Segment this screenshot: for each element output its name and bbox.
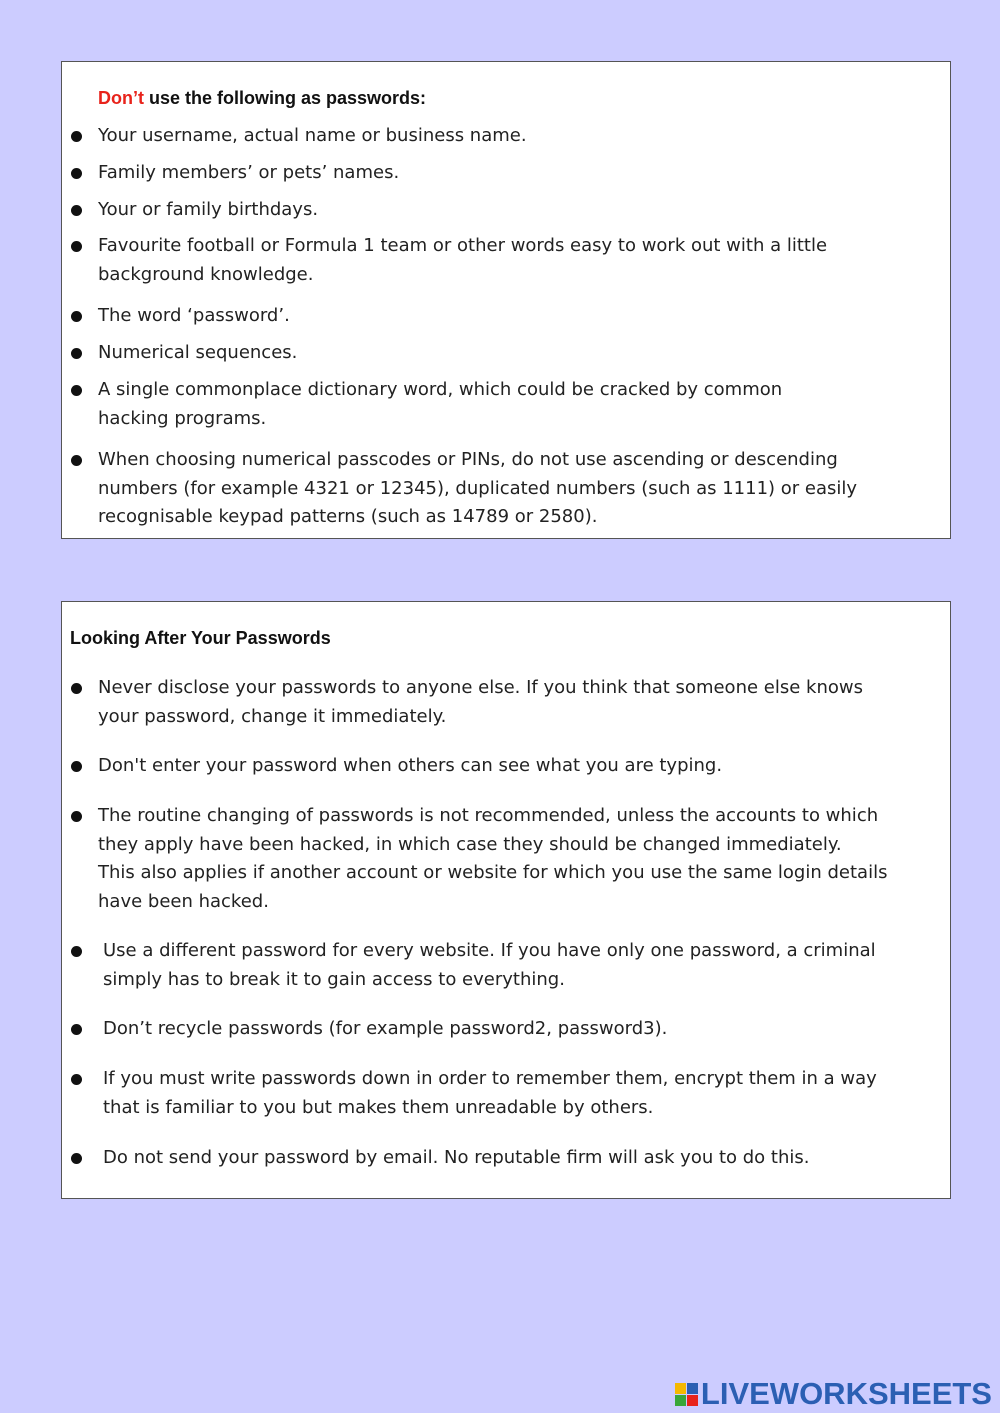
list-item: Use a different password for every website. If you have only one password, a criminal simply has to break it to gain access to everything. [103, 937, 942, 994]
bullet-icon [71, 168, 82, 179]
bullet-icon [71, 1153, 82, 1164]
bullet-icon [71, 1074, 82, 1085]
bullet-icon [71, 455, 82, 466]
bullet-icon [71, 131, 82, 142]
logo-text: LIVEWORKSHEETS [700, 1376, 992, 1411]
looking-after-heading: Looking After Your Passwords [70, 628, 331, 648]
bullet-icon [71, 1024, 82, 1035]
bullet-icon [71, 683, 82, 694]
dont-use-passwords-box [61, 61, 951, 539]
liveworksheets-logo[interactable] [675, 1376, 992, 1412]
list-item: When choosing numerical passcodes or PINs, do not use ascending or descending numbers (for example 4321 or 12345), duplicated numbers (such as 1111) or easily recognisable keypad patterns (such as 14789 or 2580). [98, 446, 942, 532]
bullet-icon [71, 348, 82, 359]
bullet-icon [71, 311, 82, 322]
list-item: The routine changing of passwords is not recommended, unless the accounts to which they apply have been hacked, in which case they should be changed immediately. This also applies if another account or website for which you use the same login details have been hacked. [98, 802, 942, 916]
list-item: Never disclose your passwords to anyone else. If you think that someone else knows your password, change it immediately. [98, 674, 942, 731]
list-item: Your username, actual name or business name. [98, 122, 942, 151]
list-item: Your or family birthdays. [98, 196, 942, 225]
bullet-icon [71, 241, 82, 252]
bullet-icon [71, 946, 82, 957]
bullet-icon [71, 761, 82, 772]
dont-heading-rest: use the following as passwords: [143, 88, 427, 108]
list-item: If you must write passwords down in order to remember them, encrypt them in a way that is familiar to you but makes them unreadable by others. [103, 1065, 942, 1122]
list-item: Numerical sequences. [98, 339, 942, 368]
bullet-icon [71, 205, 82, 216]
bullet-icon [71, 385, 82, 396]
list-item: Family members’ or pets’ names. [98, 159, 942, 188]
list-item: A single commonplace dictionary word, which could be cracked by common hacking programs. [98, 376, 942, 433]
looking-after-passwords-box [61, 601, 951, 1199]
list-item: Don't enter your password when others can see what you are typing. [98, 752, 942, 781]
dont-use-heading [98, 88, 426, 109]
liveworksheets-logo-icon [675, 1383, 698, 1406]
list-item: Don’t recycle passwords (for example password2, password3). [103, 1015, 942, 1044]
list-item: The word ‘password’. [98, 302, 942, 331]
dont-highlight: Don’t [98, 88, 144, 108]
bullet-icon [71, 811, 82, 822]
list-item: Do not send your password by email. No reputable firm will ask you to do this. [103, 1144, 942, 1173]
list-item: Favourite football or Formula 1 team or other words easy to work out with a little background knowledge. [98, 232, 942, 289]
